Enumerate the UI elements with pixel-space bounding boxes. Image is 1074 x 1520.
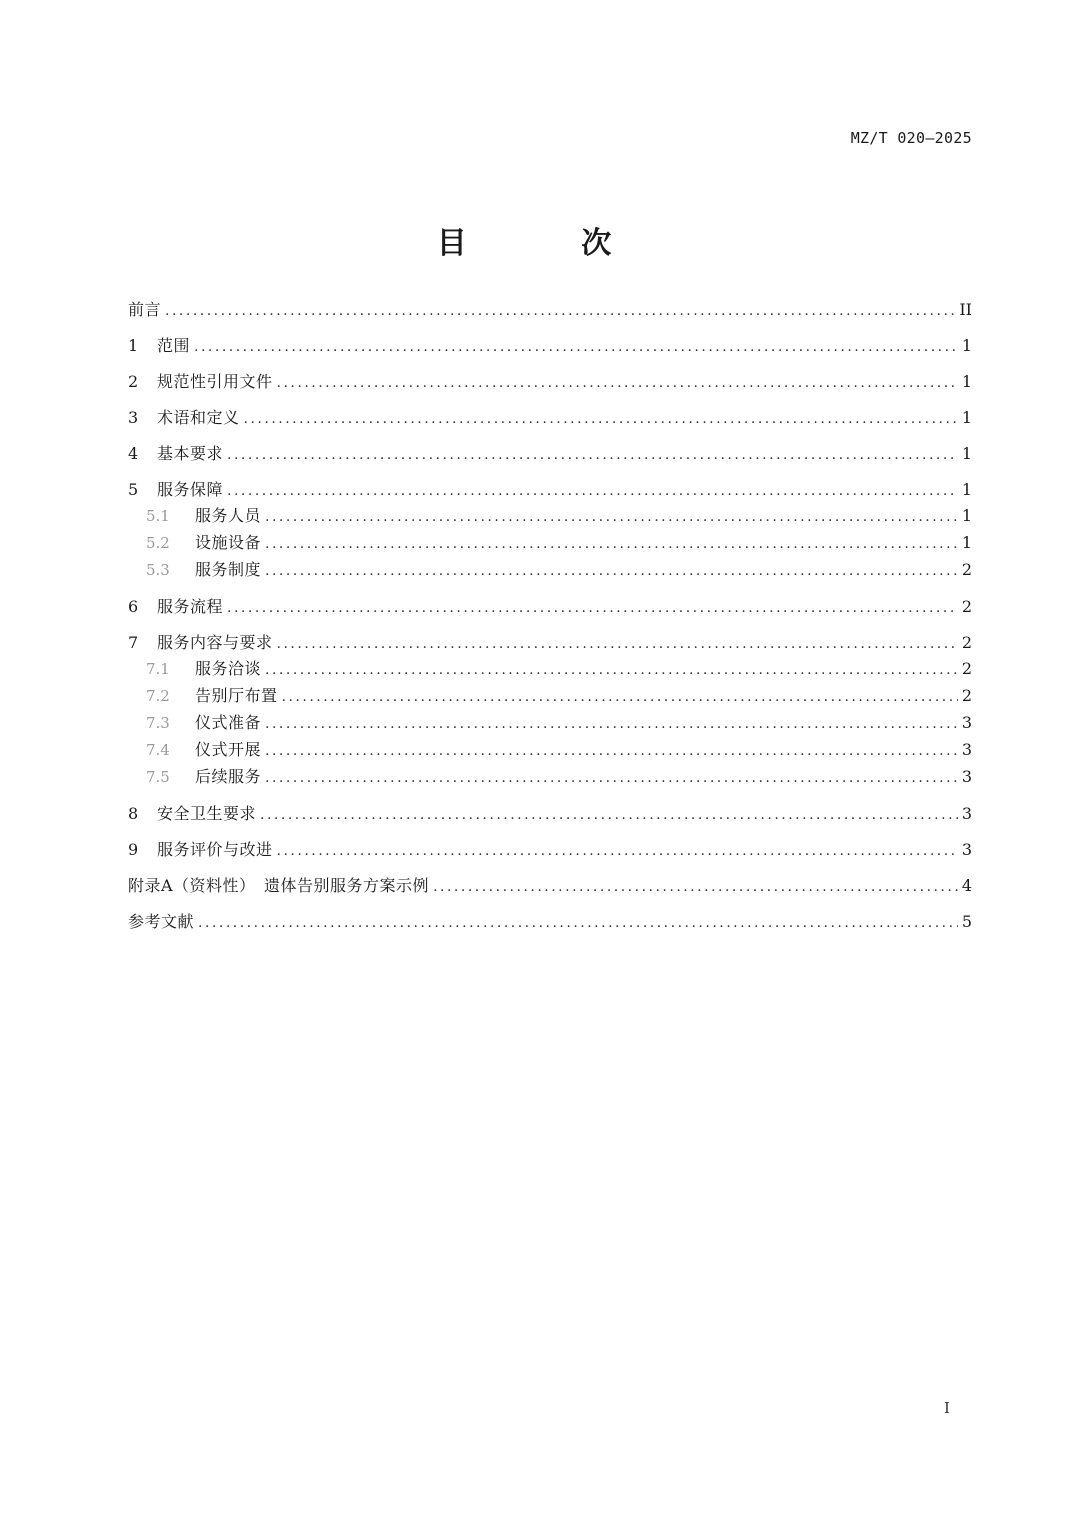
toc-subentry[interactable] [128, 559, 972, 593]
toc-dot-leader [277, 837, 958, 865]
toc-entry-page: 3 [961, 740, 972, 759]
toc-entry-number: 8 [128, 804, 139, 823]
toc-entry-number: 7.5 [146, 768, 170, 786]
toc-entry-page: 3 [961, 767, 972, 786]
toc-entry-number: 7.2 [146, 687, 170, 705]
toc-dot-leader [227, 594, 958, 622]
toc-entry-label: 前言 [128, 300, 162, 319]
toc-entry-number: 2 [128, 372, 139, 391]
toc-entry[interactable] [128, 440, 972, 476]
toc-entry-label: 服务流程 [157, 597, 224, 616]
toc-dot-leader [165, 297, 955, 325]
toc-entry-number: 7.3 [146, 714, 170, 732]
toc-entry-label: 规范性引用文件 [157, 372, 273, 391]
toc-entry-page: 1 [961, 533, 972, 552]
toc-entry-label: 服务人员 [195, 506, 262, 525]
toc-subentry[interactable] [128, 505, 972, 532]
toc-entry-number: 3 [128, 408, 139, 427]
toc-entry-number: 5.3 [146, 561, 170, 579]
table-of-contents [128, 296, 972, 944]
toc-entry[interactable] [128, 908, 972, 944]
toc-dot-leader [433, 873, 958, 901]
toc-entry[interactable] [128, 836, 972, 872]
toc-entry-label: 安全卫生要求 [157, 804, 257, 823]
toc-entry-number: 5.2 [146, 534, 170, 552]
toc-dot-leader [227, 441, 958, 469]
toc-entry-number: 5 [128, 480, 139, 499]
toc-subentry[interactable] [128, 532, 972, 559]
toc-entry-page: 3 [961, 804, 972, 823]
toc-entry[interactable] [128, 404, 972, 440]
toc-entry-number: 4 [128, 444, 139, 463]
toc-entry-label: 仪式开展 [195, 740, 262, 759]
toc-entry-number: 6 [128, 597, 139, 616]
toc-entry-label: 范围 [157, 336, 191, 355]
toc-entry-label: 附录A（资料性） 遗体告别服务方案示例 [128, 876, 430, 895]
toc-entry-page: 3 [961, 840, 972, 859]
toc-entry-label: 设施设备 [195, 533, 262, 552]
toc-entry[interactable] [128, 368, 972, 404]
toc-entry-page: 1 [961, 506, 972, 525]
toc-entry-number: 7 [128, 633, 139, 652]
toc-dot-leader [277, 630, 958, 658]
page-number: I [944, 1399, 950, 1417]
toc-entry[interactable] [128, 872, 972, 908]
toc-entry[interactable] [128, 476, 972, 505]
toc-entry[interactable] [128, 296, 972, 332]
toc-entry-page: 3 [961, 713, 972, 732]
toc-entry[interactable] [128, 629, 972, 658]
toc-entry-page: 1 [961, 336, 972, 355]
toc-dot-leader [265, 740, 958, 762]
toc-entry-page: 4 [961, 876, 972, 895]
toc-entry-page: 1 [961, 444, 972, 463]
document-code: MZ/T 020—2025 [850, 129, 972, 147]
toc-dot-leader [277, 369, 958, 397]
toc-dot-leader [265, 560, 958, 582]
toc-entry-page: II [959, 300, 972, 319]
toc-subentry[interactable] [128, 685, 972, 712]
toc-dot-leader [198, 909, 958, 937]
toc-entry-number: 7.1 [146, 660, 170, 678]
toc-subentry[interactable] [128, 712, 972, 739]
toc-dot-leader [265, 767, 958, 789]
toc-entry-number: 9 [128, 840, 139, 859]
toc-entry-label: 术语和定义 [157, 408, 240, 427]
toc-subentry[interactable] [128, 658, 972, 685]
toc-dot-leader [227, 477, 958, 505]
toc-entry-label: 参考文献 [128, 912, 195, 931]
toc-dot-leader [244, 405, 958, 433]
toc-entry-label: 服务保障 [157, 480, 224, 499]
toc-entry-page: 5 [961, 912, 972, 931]
toc-entry-label: 服务内容与要求 [157, 633, 273, 652]
toc-entry-page: 1 [961, 372, 972, 391]
toc-entry-label: 服务洽谈 [195, 659, 262, 678]
toc-entry-page: 2 [961, 633, 972, 652]
toc-entry-label: 服务制度 [195, 560, 262, 579]
toc-entry-number: 1 [128, 336, 139, 355]
toc-dot-leader [260, 801, 958, 829]
toc-entry-page: 2 [961, 597, 972, 616]
toc-entry[interactable] [128, 332, 972, 368]
toc-entry-label: 服务评价与改进 [157, 840, 273, 859]
toc-entry-page: 1 [961, 480, 972, 499]
toc-entry-label: 告别厅布置 [195, 686, 278, 705]
toc-entry[interactable] [128, 800, 972, 836]
toc-entry-page: 2 [961, 659, 972, 678]
toc-entry-number: 5.1 [146, 507, 170, 525]
toc-entry-page: 2 [961, 560, 972, 579]
toc-entry-page: 2 [961, 686, 972, 705]
toc-entry-page: 1 [961, 408, 972, 427]
toc-entry[interactable] [128, 593, 972, 629]
toc-dot-leader [265, 713, 958, 735]
page-title: 目 次 [436, 226, 664, 261]
toc-subentry[interactable] [128, 766, 972, 800]
toc-dot-leader [265, 659, 958, 681]
toc-entry-number: 7.4 [146, 741, 170, 759]
toc-dot-leader [282, 686, 958, 708]
toc-entry-label: 后续服务 [195, 767, 262, 786]
toc-entry-label: 仪式准备 [195, 713, 262, 732]
toc-entry-label: 基本要求 [157, 444, 224, 463]
toc-dot-leader [265, 533, 958, 555]
toc-subentry[interactable] [128, 739, 972, 766]
toc-dot-leader [265, 506, 958, 528]
toc-dot-leader [194, 333, 958, 361]
